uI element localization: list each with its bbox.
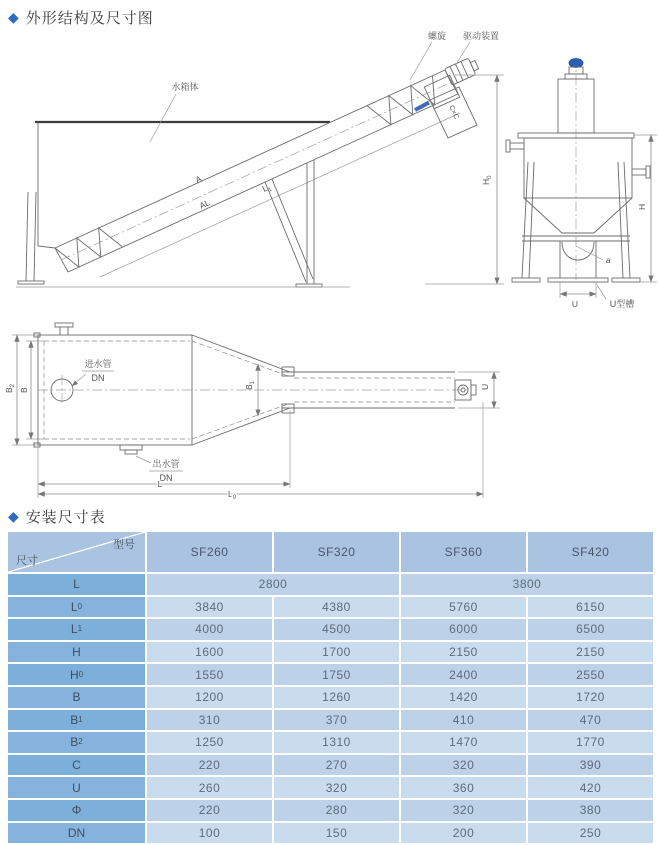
table-row [8,687,653,708]
dim-cell: 1600 [147,642,272,663]
dim-cell: 320 [274,777,399,798]
screw-label: 螺旋 [427,31,447,41]
structure-title-text: 外形结构及尺寸图 [25,9,154,27]
dim-cell: 220 [147,800,272,821]
row-label: H 0 [8,664,145,685]
row-label: B 2 [8,732,145,753]
dim-cell: 4380 [274,597,399,618]
table-row [8,642,653,663]
dim-b2-label: $B_2$ [4,383,16,393]
dim-cell: 220 [147,755,272,776]
dim-cell: 1250 [147,732,272,753]
dim-cell: 1700 [274,642,399,663]
dim-cell: 2400 [401,664,526,685]
dim-cell: 370 [274,710,399,731]
drive-label: 驱动装置 [462,31,500,41]
dim-cell: 280 [274,800,399,821]
dim-cell: 2800 [147,574,399,595]
corner-dim-label: 尺寸 [16,555,38,567]
inlet-label-group [72,358,114,386]
u-channel-leader [597,285,606,299]
inlet-dn-label: DN [91,373,105,383]
dim-cell: 270 [274,755,399,776]
dim-cell: 6150 [528,597,653,618]
dim-h [634,135,657,282]
table-row [8,732,653,753]
dim-cell: 1260 [274,687,399,708]
dim-cell: 260 [147,777,272,798]
install-section-title [8,505,106,527]
outlet-label-group [120,445,183,483]
dim-cell: 1770 [528,732,653,753]
drive-leader-line [455,42,470,66]
water-tank-outline [18,122,330,284]
corner-model-label: 型号 [113,539,135,551]
table-row [8,710,653,731]
dim-l [38,410,290,498]
dim-l-label: L [157,479,163,489]
dim-cell: 1470 [401,732,526,753]
dim-h0-label: $H_0$ [481,175,493,185]
row-label: B [8,687,145,708]
dim-cell: 380 [528,800,653,821]
row-label: DN [8,823,145,844]
dim-cell: 3800 [401,574,653,595]
dim-cell: 6000 [401,619,526,640]
row-label: L [8,574,145,595]
dim-cell: 1750 [274,664,399,685]
model-header-sf420: SF420 [528,532,653,572]
support-legs [16,160,504,287]
end-view-body [506,67,650,282]
table-row [8,777,653,798]
dim-cell: 2150 [528,642,653,663]
dim-cell: 3840 [147,597,272,618]
mark-a-label: A [193,173,203,185]
dim-cell: 200 [401,823,526,844]
dim-cell: 1550 [147,664,272,685]
dim-cell: 6500 [528,619,653,640]
dim-cell: 100 [147,823,272,844]
structure-section-title [8,6,154,28]
screw-leader-line [410,42,432,80]
dim-cell: 4500 [274,619,399,640]
plan-view [4,323,500,501]
model-header-sf260: SF260 [147,532,272,572]
row-label: L 0 [8,597,145,618]
row-label: H [8,642,145,663]
row-label: C [8,755,145,776]
table-row [8,574,653,595]
side-elevation-view [16,30,504,287]
structure-drawing [0,30,660,310]
table-row [8,664,653,685]
dim-l0 [38,402,483,501]
motor-cap [569,59,583,68]
dim-l0-label: $L_0$ [227,489,237,501]
chute-size-label: C×C [447,104,460,121]
dim-cell: 1200 [147,687,272,708]
dim-cell: 360 [401,777,526,798]
table-row [8,619,653,640]
table-corner-cell [8,532,145,572]
dim-b1-label: $B_1$ [244,380,256,390]
table-body [8,574,653,843]
table-row [8,755,653,776]
dim-h-label: H [637,203,647,210]
model-header-sf360: SF360 [401,532,526,572]
dim-cell: 2550 [528,664,653,685]
dim-cell: 470 [528,710,653,731]
dim-cell: 410 [401,710,526,731]
outlet-dn-label: DN [159,473,173,483]
u-channel-label: U型槽 [609,299,635,309]
dim-l1-label: $L_1$ [260,182,274,194]
dim-cell: 2150 [401,642,526,663]
model-header-sf320: SF320 [274,532,399,572]
dim-cell: 320 [401,800,526,821]
dim-cell: 1310 [274,732,399,753]
dim-cell: 1720 [528,687,653,708]
dim-cell: 4000 [147,619,272,640]
angle-alpha-label: a [606,255,611,265]
table-row [8,597,653,618]
tank-label: 水箱体 [171,82,199,92]
angle-line [576,246,603,260]
end-view [506,57,657,309]
dim-cell: 1420 [401,687,526,708]
row-label: B 1 [8,710,145,731]
dim-cell: 390 [528,755,653,776]
dim-b-label: B [19,387,29,393]
screw-highlight [415,103,429,111]
dim-cell: 5760 [401,597,526,618]
row-label: Φ [8,800,145,821]
table-row [8,823,653,844]
dim-u-end-view [560,282,596,309]
dim-u-plan-label: U [480,383,490,390]
row-label: U [8,777,145,798]
dim-u-label: U [571,299,579,309]
dim-u-plan [458,372,500,408]
outlet-label: 出水管 [152,459,180,469]
screw-trough [55,70,460,277]
dim-cell: 250 [528,823,653,844]
dim-cell: 150 [274,823,399,844]
install-table [8,532,653,845]
diamond-bullet-icon: ◆ [8,508,20,524]
dim-h0 [455,75,504,284]
plan-drawing [0,310,660,510]
diamond-bullet-icon: ◆ [8,9,20,25]
row-label: L 1 [8,619,145,640]
mark-al-label: AL [197,197,212,211]
dim-cell: 420 [528,777,653,798]
install-title-text: 安装尺寸表 [25,508,106,526]
dim-cell: 310 [147,710,272,731]
inlet-label: 进水管 [84,359,112,369]
tank-leader-line [150,94,176,142]
table-header-row [8,532,653,572]
dim-cell: 320 [401,755,526,776]
tank-plan-outline [34,323,192,447]
table-row [8,800,653,821]
